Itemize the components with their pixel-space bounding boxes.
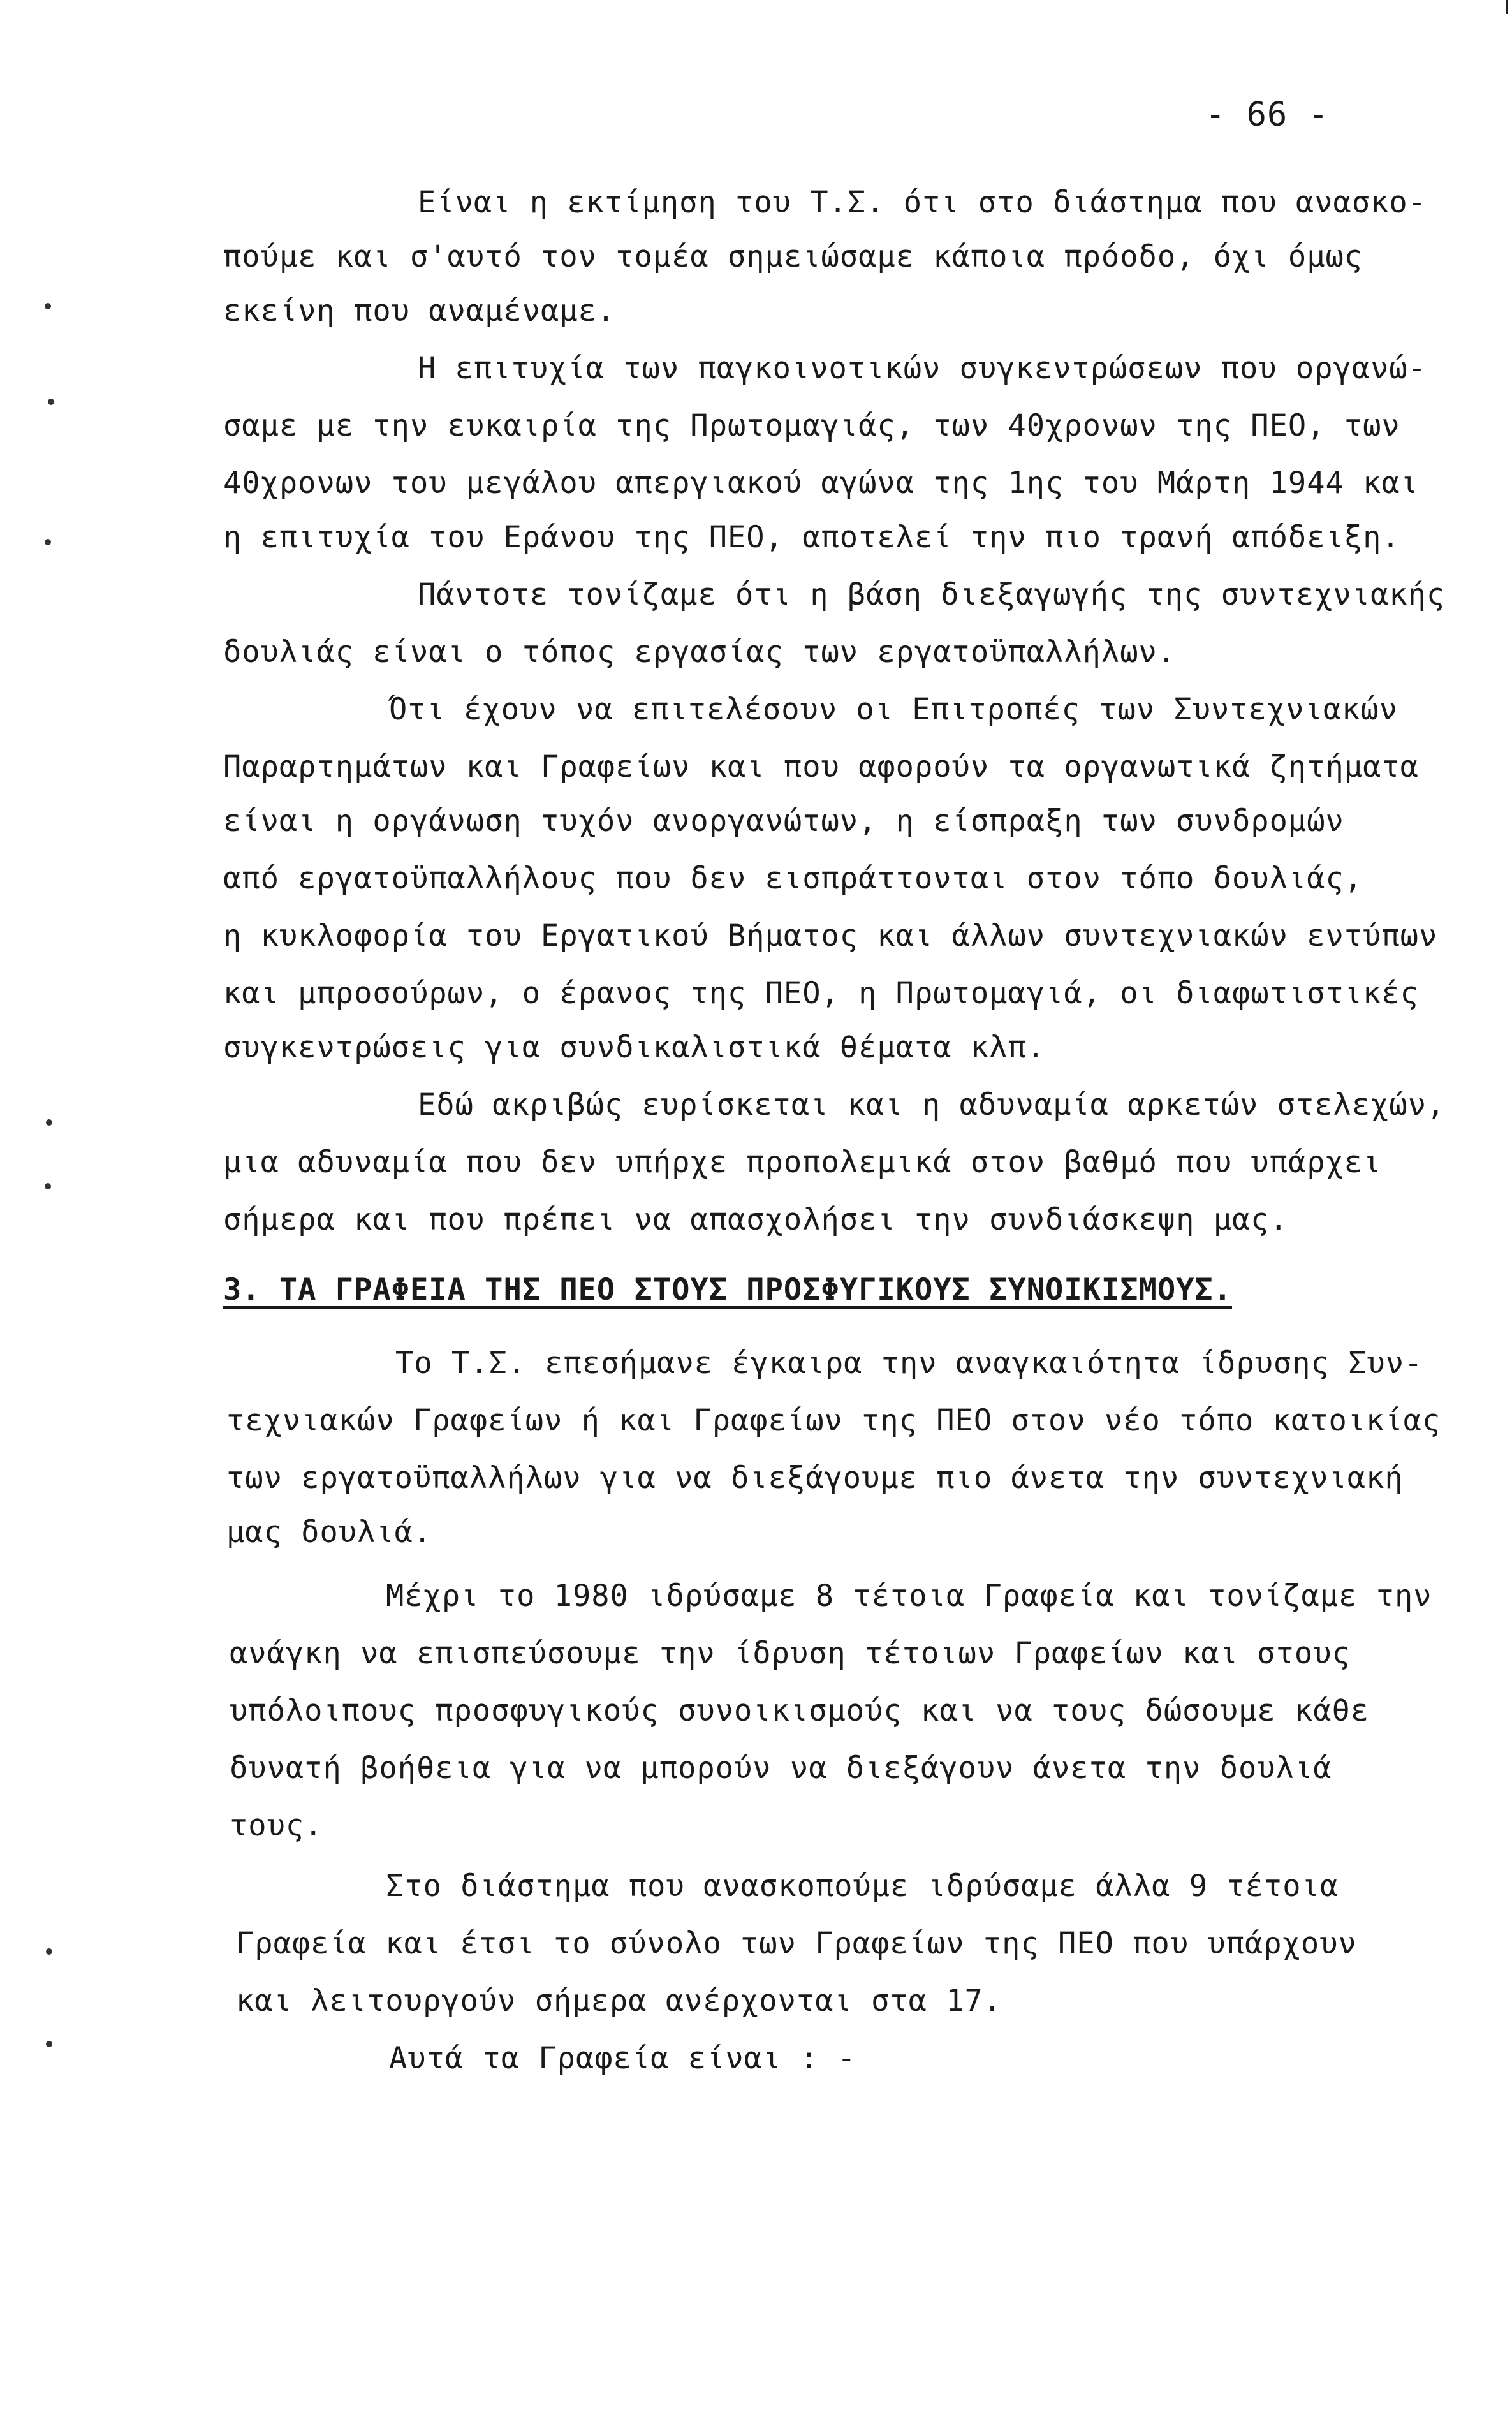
page-number: - 66 - [1205,96,1329,134]
text-line: σήμερα και που πρέπει να απασχολήσει την συνδιάσκεψη μας. [223,1202,1288,1237]
text-line: σαμε με την ευκαιρία της Πρωτομαγιάς, των 40χρονων της ΠΕΟ, των [223,408,1400,443]
scan-speck [45,303,51,309]
text-line: δυνατή βοήθεια για να μπορούν να διεξάγουν άνετα την δουλιά [230,1751,1332,1786]
text-line: και λειτουργούν σήμερα ανέρχονται στα 17. [236,1983,1002,2019]
text-line: Παραρτημάτων και Γραφείων και που αφορούν τα οργανωτικά ζητήματα [223,749,1419,784]
text-line: Ότι έχουν να επιτελέσουν οι Επιτροπές των Συντεχνιακών [389,692,1398,727]
scan-edge-mark [1506,0,1508,14]
text-line: εκείνη που αναμέναμε. [223,293,616,328]
text-line: Στο διάστημα που ανασκοπούμε ιδρύσαμε άλλα 9 τέτοια [386,1869,1339,1904]
text-line: και μπροσούρων, ο έρανος της ΠΕΟ, η Πρωτομαγιά, οι διαφωτιστικές [223,976,1419,1011]
text-line: Γραφεία και έτσι το σύνολο των Γραφείων της ΠΕΟ που υπάρχουν [236,1926,1357,1961]
text-line: πούμε και σ'αυτό τον τομέα σημειώσαμε κάποια πρόοδο, όχι όμως [223,239,1363,274]
text-line: μια αδυναμία που δεν υπήρχε προπολεμικά στον βαθμό που υπάρχει [223,1145,1382,1180]
text-line: είναι η οργάνωση τυχόν ανοργανώτων, η είσπραξη των συνδρομών [223,804,1344,839]
text-line: από εργατοϋπαλλήλους που δεν εισπράττονται στον τόπο δουλιάς, [223,861,1363,896]
scan-speck [45,1183,51,1189]
text-line: Εδώ ακριβώς ευρίσκεται και η αδυναμία αρκετών στελεχών, [418,1087,1446,1122]
section-heading: 3. ΤΑ ΓΡΑΦΕΙΑ ΤΗΣ ΠΕΟ ΣΤΟΥΣ ΠΡΟΣΦΥΓΙΚΟΥΣ ΣΥΝΟΙΚΙΣΜΟΥΣ. [223,1272,1233,1307]
text-line: Είναι η εκτίμηση του Τ.Σ. ότι στο διάστημα που ανασκο- [418,185,1427,220]
text-line: Πάντοτε τονίζαμε ότι η βάση διεξαγωγής της συντεχνιακής [418,577,1446,612]
scan-speck [48,399,54,405]
text-line: συγκεντρώσεις για συνδικαλιστικά θέματα κλπ. [223,1030,1046,1065]
scan-speck [45,539,51,545]
scan-speck [46,1119,52,1126]
text-line: υπόλοιπους προσφυγικούς συνοικισμούς και να τους δώσουμε κάθε [230,1693,1370,1728]
text-line: Μέχρι το 1980 ιδρύσαμε 8 τέτοια Γραφεία και τονίζαμε την [386,1578,1432,1614]
text-line: τους. [230,1808,323,1843]
text-line: 40χρονων του μεγάλου απεργιακού αγώνα της 1ης του Μάρτη 1944 και [223,466,1419,501]
text-line: μας δουλιά. [226,1515,432,1550]
text-line: η επιτυχία του Εράνου της ΠΕΟ, αποτελεί την πιο τρανή απόδειξη. [223,520,1400,555]
text-line: των εργατοϋπαλλήλων για να διεξάγουμε πιο άνετα την συντεχνιακή [226,1460,1404,1496]
text-line: ανάγκη να επισπεύσουμε την ίδρυση τέτοιων Γραφείων και στους [230,1636,1351,1671]
text-line: Το Τ.Σ. επεσήμανε έγκαιρα την αναγκαιότητα ίδρυσης Συν- [395,1346,1423,1381]
text-line: τεχνιακών Γραφείων ή και Γραφείων της ΠΕΟ στον νέο τόπο κατοικίας [226,1403,1441,1438]
text-line: Αυτά τα Γραφεία είναι : - [389,2041,856,2076]
scan-speck [46,2041,52,2047]
text-line: η κυκλοφορία του Εργατικού Βήματος και άλλων συντεχνιακών εντύπων [223,918,1438,953]
text-line: δουλιάς είναι ο τόπος εργασίας των εργατοϋπαλλήλων. [223,635,1177,670]
scan-speck [46,1948,52,1955]
text-line: Η επιτυχία των παγκοινοτικών συγκεντρώσεων που οργανώ- [418,351,1427,386]
